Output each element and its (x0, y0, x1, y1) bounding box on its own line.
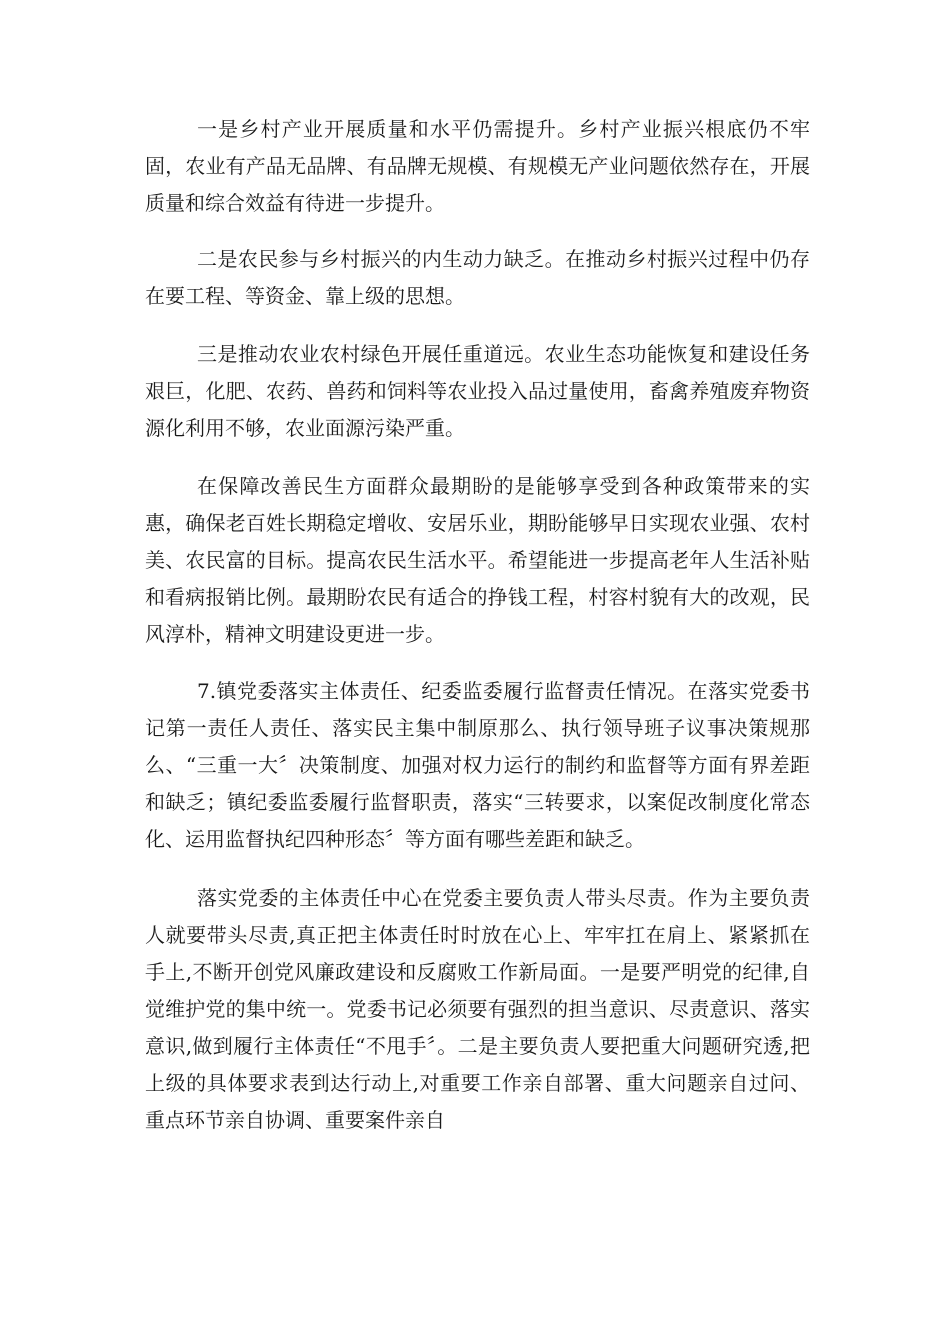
paragraph-party-responsibility: 7.镇党委落实主体责任、纪委监委履行监督责任情况。在落实党委书记第一责任人责任、落实民主集中制原那么、执行领导班子议事决策规那么、“三重一大〞决策制度、加强对权力运行的制约和监督等方面有界差距和缺乏；镇纪委监委履行监督职责，落实“三转要求，以案促改制度化常态化、运用监督执纪四种形态〞等方面有哪些差距和缺乏。 (145, 679, 810, 851)
paragraph-farmer-motivation: 二是农民参与乡村振兴的内生动力缺乏。在推动乡村振兴过程中仍存在要工程、等资金、靠上级的思想。 (145, 247, 810, 308)
document-body (145, 111, 810, 1139)
paragraph-green-development: 三是推动农业农村绿色开展任重道远。农业生态功能恢复和建设任务艰巨，化肥、农药、兽药和饲料等农业投入品过量使用，畜禽养殖废弃物资源化利用不够，农业面源污染严重。 (145, 342, 810, 440)
paragraph-livelihood: 在保障改善民生方面群众最期盼的是能够享受到各种政策带来的实惠，确保老百姓长期稳定增收、安居乐业，期盼能够早日实现农业强、农村美、农民富的目标。提高农民生活水平。希望能进一步提高老年人生活补贴和看病报销比例。最期盼农民有适合的挣钱工程，村容村貌有大的改观，民风淳朴，精神文明建设更进一步。 (145, 474, 810, 646)
paragraph-main-leader-duty: 落实党委的主体责任中心在党委主要负责人带头尽责。作为主要负责人就要带头尽责,真正把主体责任时时放在心上、牢牢扛在肩上、紧紧抓在手上,不断开创党风廉政建设和反腐败工作新局面。一是要严明党的纪律,自觉维护党的集中统一。党委书记必须要有强烈的担当意识、尽责意识、落实意识,做到履行主体责任“不甩手〞。二是主要负责人要把重大问题研究透,把上级的具体要求表到达行动上,对重要工作亲自部署、重大问题亲自过问、重点环节亲自协调、重要案件亲自 (145, 886, 810, 1132)
paragraph-industry-quality: 一是乡村产业开展质量和水平仍需提升。乡村产业振兴根底仍不牢固，农业有产品无品牌、有品牌无规模、有规模无产业问题依然存在，开展质量和综合效益有待进一步提升。 (145, 117, 810, 215)
